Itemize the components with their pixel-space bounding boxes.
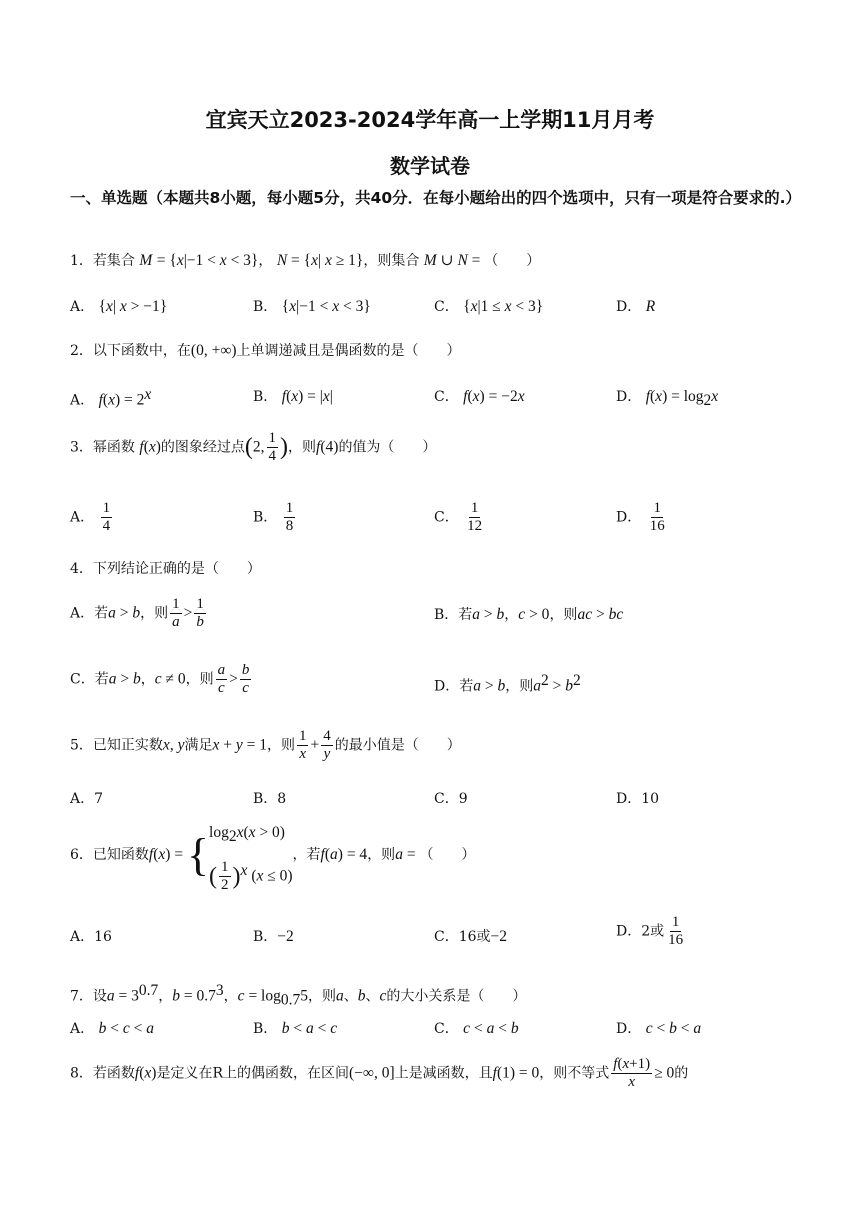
q3-option-a[interactable]: A． $\frac{1}{4}$ [70,500,111,534]
question-6: 6．已知函数f(x) = { $\log_2x(x > 0)$ ( $\frac{1}{2}$ )$^x$ (x ≤ 0) ，若f(a) = 4，则a = （ ） [70,816,800,894]
q5-option-d[interactable]: D．10 [616,791,660,807]
exam-subtitle: 数学试卷 [390,154,470,178]
question-1: 1．若集合 M = {x|−1 < x < 3}， N = {x| x ≥ 1}，则集合 M ∪ N = （ ） [70,252,541,269]
q5-option-c[interactable]: C．9 [434,791,468,807]
section-heading: 一、单选题（本题共8小题，每小题5分，共40分．在每小题给出的四个选项中，只有一项是符合要求的.） [70,189,802,207]
q7-option-a[interactable]: A． b < c < a [70,1020,154,1037]
set-m-expression: M [139,252,153,269]
q4-option-b[interactable]: B．若a > b，c > 0，则ac > bc [434,606,624,623]
q7-option-b[interactable]: B． b < a < c [253,1020,338,1037]
q2-option-a[interactable]: A． $f(x) = 2^x$ [70,386,152,409]
q4-option-a[interactable]: A．若a > b，则 $\frac{1}{a}$ > $\frac{1}{b}$ [70,596,204,630]
q2-option-d[interactable]: D． $f(x) = \log_2x$ [616,388,719,409]
q4-option-d[interactable]: D．若a > b，则$a^2 > b^2$ [434,672,581,695]
q1-option-a[interactable]: A． {x| x > −1} [70,298,168,315]
set-n-expression: N [276,252,288,269]
q3-option-b[interactable]: B． $\frac{1}{8}$ [253,500,294,534]
q2-option-c[interactable]: C． f(x) = −2x [434,388,525,405]
question-4: 4．下列结论正确的是（ ） [70,561,261,577]
question-7: 7．设$a = 3^{0.7}$，$b = 0.7^3$，$c = \log_{0.7}5$，则a、b、c的大小关系是（ ） [70,982,527,1009]
question-5: 5．已知正实数x, y满足x + y = 1，则 $\frac{1}{x}$ + $\frac{4}{y}$ 的最小值是（ ） [70,728,461,762]
q2-option-b[interactable]: B． f(x) = |x| [253,388,333,405]
q6-option-a[interactable]: A．16 [70,929,112,945]
q3-option-d[interactable]: D． $\frac{1}{16}$ [616,500,665,534]
exam-title: 宜宾天立2023-2024学年高一上学期11月月考 [205,108,655,132]
q3-option-c[interactable]: C． $\frac{1}{12}$ [434,500,483,534]
question-3: 3．幂函数 f(x)的图象经过点(2, $\frac{1}{4}$ )，则f(4)的值为（ ） [70,430,437,464]
q1-option-c[interactable]: C． {x|1 ≤ x < 3} [434,298,544,315]
q6-option-c[interactable]: C．16或−2 [434,928,508,945]
question-8: 8．若函数f(x)是定义在R上的偶函数，在区间(−∞, 0]上是减函数，且f(1) = 0，则不等式 $\frac{f(x+1)}{x}$ ≥ 0的 [70,1056,689,1090]
q1-option-d[interactable]: D． R [616,298,656,315]
q6-option-d[interactable]: D．2或 $\frac{1}{16}$ [616,914,684,948]
q4-option-c[interactable]: C．若a > b，c ≠ 0，则 $\frac{a}{c}$ > $\frac{b}{c}$ [70,662,250,696]
q7-option-c[interactable]: C． c < a < b [434,1020,519,1037]
q1-option-b[interactable]: B． {x|−1 < x < 3} [253,298,371,315]
q7-option-d[interactable]: D． c < b < a [616,1020,702,1037]
q5-option-a[interactable]: A．7 [70,791,104,807]
q6-option-b[interactable]: B．−2 [253,928,294,945]
question-2: 2．以下函数中，在(0, +∞)上单调递减且是偶函数的是（ ） [70,342,461,359]
q5-option-b[interactable]: B．8 [253,791,287,807]
piecewise-function: $\log_2x(x > 0)$ ( $\frac{1}{2}$ )$^x$ (x ≤ 0) [209,824,293,893]
